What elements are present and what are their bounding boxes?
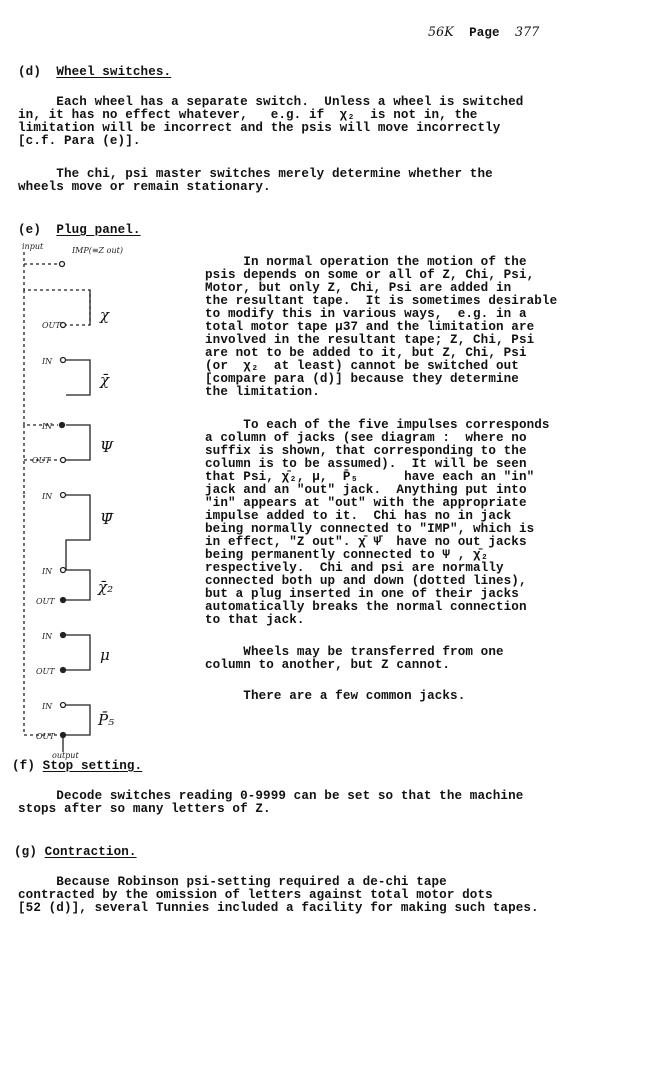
section-e-p1-line-10: [compare para (d)] because they determine (205, 372, 519, 386)
section-d-heading (18, 66, 171, 79)
section-e-p2-line-4: column is to be assumed). It will be seen (205, 457, 527, 471)
section-e-p1-line-7: involved in the resultant tape; Z, Chi, Psi (205, 333, 535, 347)
section-e-label: (e) (18, 223, 41, 237)
diagram-symbol-chi2-bar: χ̄₂ (98, 578, 114, 596)
section-f-title: Stop setting. (42, 759, 143, 773)
page-ref: 56K (428, 24, 454, 39)
diagram-out-label-1: OUT (42, 321, 61, 330)
section-f-heading (12, 760, 142, 773)
section-d-p1-line-1: Each wheel has a separate switch. Unless a wheel is switched (18, 95, 524, 109)
section-e-p1-line-5: to modify this in various ways, e.g. in a (205, 307, 527, 321)
section-e-p2-line-1: To each of the five impulses corresponds (205, 418, 550, 432)
section-d-p1-line-2: in, it has no effect whatever, e.g. if χ₂ is not in, the (18, 108, 478, 122)
section-g-p1-line-3: [52 (d)], several Tunnies included a facility for making such tapes. (18, 901, 539, 915)
section-f-p1-line-2: stops after so many letters of Z. (18, 802, 271, 816)
header (428, 26, 539, 40)
diagram-input-label: input (22, 242, 44, 251)
diagram-out-label-3: OUT (36, 597, 55, 606)
section-g-label: (g) (14, 845, 37, 859)
section-e-p3-line-1: Wheels may be transferred from one (205, 645, 504, 659)
section-g-title: Contraction. (44, 845, 137, 859)
section-d-p1-line-3: limitation will be incorrect and the psis will move incorrectly (18, 121, 501, 135)
section-g-p1-line-1: Because Robinson psi-setting required a de-chi tape (18, 875, 447, 889)
diagram-out-label-2: OUT (32, 456, 51, 465)
section-d-p2-line-1: The chi, psi master switches merely determine whether the (18, 167, 493, 181)
diagram-output-label: output (52, 751, 79, 760)
section-e-p2-line-9: being normally connected to "IMP", which is (205, 522, 535, 536)
diagram-out-label-4: OUT (36, 667, 55, 676)
section-d-p2-line-2: wheels move or remain stationary. (18, 180, 271, 194)
section-e-title: Plug panel. (56, 223, 141, 237)
section-e-p2-line-13: connected both up and down (dotted lines), (205, 574, 527, 588)
section-e-p2-line-16: to that jack. (205, 613, 305, 627)
diagram-in-label-3: IN (42, 492, 53, 501)
section-f-p1-line-1: Decode switches reading 0-9999 can be set so that the machine (18, 789, 524, 803)
section-e-p2-line-10: in effect, "Z out". χ̄ Ψ̄ have no out jacks (205, 535, 527, 549)
section-g-heading (14, 846, 137, 859)
section-e-p1-line-6: total motor tape μ37 and the limitation are (205, 320, 535, 334)
section-e-p2-line-8: impulse added to it. Chi has no in jack (205, 509, 512, 523)
section-e-p2-line-14: but a plug inserted in one of their jacks (205, 587, 519, 601)
diagram-symbol-chi-bar: χ̄ (100, 371, 110, 389)
section-d-label: (d) (18, 65, 41, 79)
section-d-title: Wheel switches. (56, 65, 172, 79)
section-e-p1-line-3: Motor, but only Z, Chi, Psi are added in (205, 281, 512, 295)
diagram-symbol-psi: Ψ (100, 438, 114, 456)
section-e-p3-line-2: column to another, but Z cannot. (205, 658, 451, 672)
section-e-p1-line-2: psis depends on some or all of Z, Chi, Psi, (205, 268, 535, 282)
diagram-in-label-2: IN (42, 422, 53, 431)
section-e-p1-line-9: (or χ₂ at least) cannot be switched out (205, 359, 519, 373)
section-e-p2-line-15: automatically breaks the normal connection (205, 600, 527, 614)
section-e-p2-line-6: jack and an "out" jack. Anything put into (205, 483, 527, 497)
page-word: Page (469, 26, 500, 40)
section-e-heading (18, 224, 141, 237)
section-e-p2-line-3: suffix is shown, that corresponding to the (205, 444, 527, 458)
page-number: 377 (515, 24, 540, 39)
section-e-p1-line-1: In normal operation the motion of the (205, 255, 527, 269)
section-e-p2-line-11: being permanently connected to Ψ , χ̄₂ (205, 548, 489, 562)
section-e-p1-line-8: are not to be added to it, but Z, Chi, Psi (205, 346, 527, 360)
section-f-label: (f) (12, 759, 35, 773)
diagram-in-label-6: IN (42, 702, 53, 711)
diagram-symbol-chi: χ (100, 306, 110, 324)
diagram-in-label-5: IN (42, 632, 53, 641)
section-e-p1-line-4: the resultant tape. It is sometimes desirable (205, 294, 558, 308)
diagram-in-label-4: IN (42, 567, 53, 576)
plug-panel-diagram (10, 240, 200, 760)
section-e-p1-line-11: the limitation. (205, 385, 320, 399)
diagram-symbol-mu: μ (100, 646, 110, 664)
section-e-p2-line-12: respectively. Chi and psi are normally (205, 561, 504, 575)
section-g-p1-line-2: contracted by the omission of letters against total motor dots (18, 888, 493, 902)
section-e-p2-line-7: "in" appears at "out" with the appropriate (205, 496, 527, 510)
diagram-imp-label: IMP(≡Z out) (72, 246, 123, 255)
section-e-p4: There are a few common jacks. (205, 689, 466, 703)
section-e-p2-line-5: that Psi, χ̄₂, μ, P̄₅ have each an "in" (205, 470, 535, 484)
diagram-out-label-5: OUT (36, 732, 55, 741)
diagram-in-label-1: IN (42, 357, 53, 366)
diagram-symbol-psi-bar: Ψ̄ (100, 510, 114, 528)
diagram-symbol-p5-bar: P̄₅ (98, 711, 115, 729)
section-e-p2-line-2: a column of jacks (see diagram : where no (205, 431, 527, 445)
section-d-p1-line-4: [c.f. Para (e)]. (18, 134, 141, 148)
